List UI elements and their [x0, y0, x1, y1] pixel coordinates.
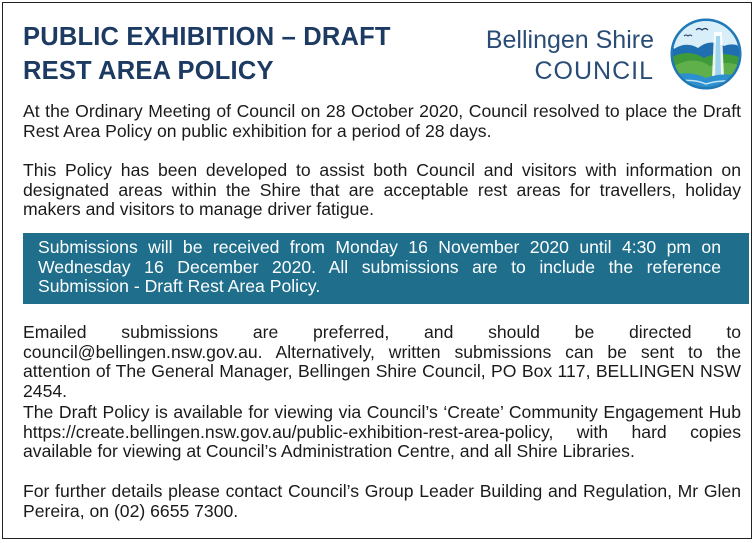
paragraph-purpose: This Policy has been developed to assist both Council and visitors with information on designated areas within the Shire that are acceptable rest areas for travellers, holiday makers and visitors to manage driver fatigue.	[23, 160, 741, 219]
title-line-1: PUBLIC EXHIBITION – DRAFT	[23, 23, 391, 51]
submissions-banner	[23, 233, 749, 304]
paragraph-meeting: At the Ordinary Meeting of Council on 28 October 2020, Council resolved to place the Draft Rest Area Policy on public exhibition for a period of 28 days.	[23, 101, 741, 141]
paragraph-contact: For further details please contact Council’s Group Leader Building and Regulation, Mr Glen Pereira, on (02) 6655 7300.	[23, 481, 741, 521]
waterfall-landscape-icon	[670, 18, 742, 90]
logo-council: COUNCIL	[534, 57, 654, 85]
title-line-2: REST AREA POLICY	[23, 57, 274, 85]
council-logo	[446, 14, 744, 92]
submissions-banner-text: Submissions will be received from Monday 16 November 2020 until 4:30 pm on Wednesday 16 December 2020. All submissions are to include the reference Submission - Draft Rest Area Policy.	[38, 237, 721, 296]
paragraph-email: Emailed submissions are preferred, and should be directed to council@bellingen.nsw.gov.au. Alternatively, written submissions can be sent to the attention of The General Manager, Bellingen Shire Council, PO Box 117, BELLINGEN NSW 2454.	[23, 322, 741, 401]
notice-title	[23, 20, 391, 88]
paragraph-viewing: The Draft Policy is available for viewing via Council’s ‘Create’ Community Engagement Hub https://create.bellingen.nsw.gov.au/public-exhibition-rest-area-policy, with hard copies available for viewing at Council’s Administration Centre, and all Shire Libraries.	[23, 402, 741, 461]
logo-name: Bellingen Shire	[485, 26, 654, 54]
